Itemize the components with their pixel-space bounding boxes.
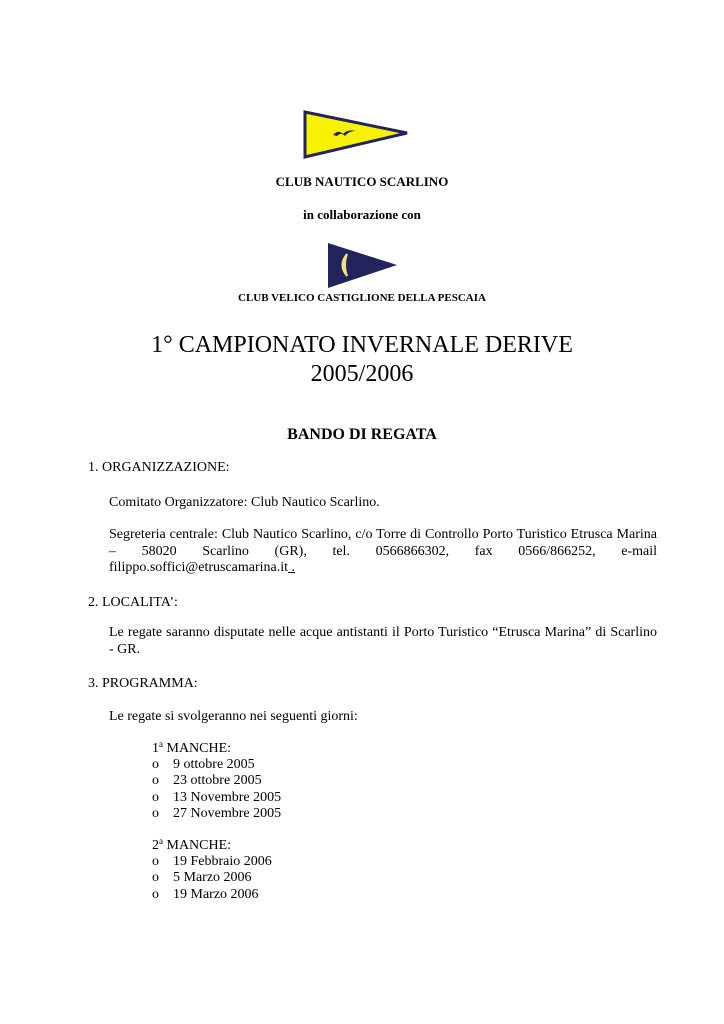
club-name: CLUB NAUTICO SCARLINO [275, 174, 449, 189]
segreteria-text: Segreteria centrale: Club Nautico Scarlino, c/o Torre di Controllo Porto Turistico Etrusca Marina – 58020 Scarlino (GR), tel. 0566866302, fax 0566/866252, e-mail [109, 527, 657, 559]
bullet-icon: o [152, 773, 159, 788]
programma-intro: Le regate si svolgeranno nei seguenti giorni: [109, 709, 358, 724]
manche-2-heading: 2$^a$ MANCHE: [152, 836, 232, 853]
document-subtitle: BANDO DI REGATA [287, 426, 437, 443]
bullet-icon: o [152, 887, 159, 902]
bullet-icon: o [152, 806, 159, 821]
club-velico-flag [327, 242, 399, 290]
localita-text: Le regate saranno disputate nelle acque antistanti il Porto Turistico “Etrusca Marina” di Scarlino - GR. [109, 625, 657, 657]
club-nautico-scarlino-flag [303, 110, 411, 160]
section-heading-organizzazione: 1. ORGANIZZAZIONE: [88, 460, 230, 475]
bullet-icon: o [152, 870, 159, 885]
bullet-icon: o [152, 854, 159, 869]
collaboration-text: in collaborazione con [303, 207, 421, 222]
bullet-icon: o [152, 757, 159, 772]
document-title: 1° CAMPIONATO INVERNALE DERIVE [151, 332, 573, 358]
document-title-year: 2005/2006 [310, 361, 414, 387]
segreteria-paragraph [109, 527, 657, 577]
section-heading-localita: 2. LOCALITA’: [88, 595, 178, 610]
email-link[interactable]: filippo.soffici@etruscamarina.it [109, 560, 289, 575]
bullet-icon: o [152, 790, 159, 805]
email-suffix: . [288, 560, 296, 575]
manche-1-heading: 1$^a$ MANCHE: [152, 739, 232, 756]
comitato-text: Comitato Organizzatore: Club Nautico Scarlino. [109, 495, 380, 510]
partner-club-name: CLUB VELICO CASTIGLIONE DELLA PESCAIA [238, 292, 486, 304]
section-heading-programma: 3. PROGRAMMA: [88, 676, 198, 691]
